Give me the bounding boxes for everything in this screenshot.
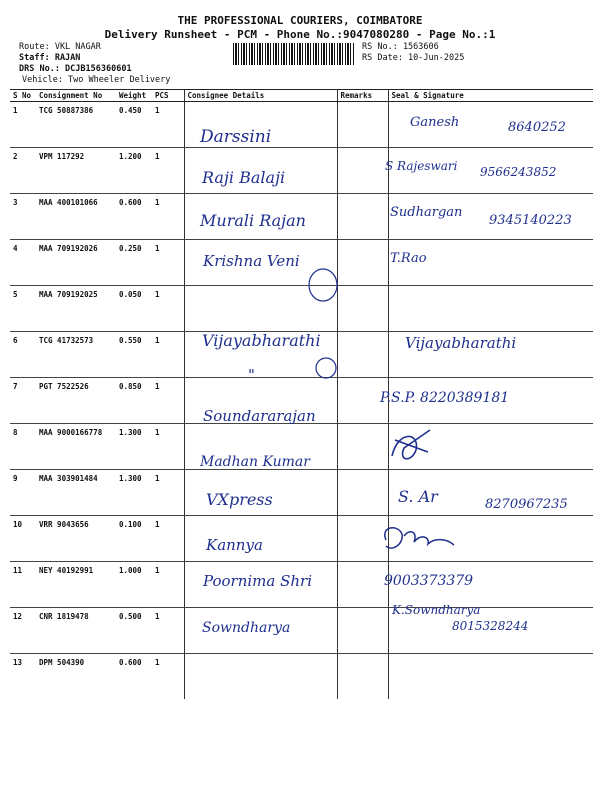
table-row xyxy=(10,608,593,654)
table-row xyxy=(10,194,593,240)
cell-sno: 10 xyxy=(10,516,36,562)
cell-weight: 0.100 xyxy=(116,516,152,562)
cell-consignee xyxy=(184,608,337,654)
cell-pcs: 1 xyxy=(152,378,184,424)
cell-remarks xyxy=(337,424,388,470)
signature: Ganesh xyxy=(410,115,460,130)
route-info: Route: VKL NAGAR xyxy=(19,42,101,52)
col-header-weight: Weight xyxy=(116,90,152,102)
cell-pcs: 1 xyxy=(152,194,184,240)
signature-phone: 8270967235 xyxy=(485,497,568,512)
cell-weight: 0.600 xyxy=(116,194,152,240)
drs-number: DRS No.: DCJB156360601 xyxy=(19,64,132,74)
cell-consignment: NEY 40192991 xyxy=(36,562,116,608)
handwritten-name: Darssini xyxy=(200,127,272,147)
handwritten-name: Madhan Kumar xyxy=(200,454,310,470)
table-row xyxy=(10,332,593,378)
cell-pcs: 1 xyxy=(152,562,184,608)
cell-remarks xyxy=(337,608,388,654)
cell-weight: 0.500 xyxy=(116,608,152,654)
cell-signature xyxy=(388,470,593,516)
signature: S. Ar xyxy=(398,487,438,506)
col-header-consignee: Consignee Details xyxy=(184,90,337,102)
cell-consignment: TCG 50887386 xyxy=(36,102,116,148)
vehicle-info: Vehicle: Two Wheeler Delivery xyxy=(22,75,171,85)
handwritten-name: Sowndharya xyxy=(202,620,291,636)
cell-weight: 0.850 xyxy=(116,378,152,424)
cell-consignee xyxy=(184,148,337,194)
cell-remarks xyxy=(337,562,388,608)
cell-consignee xyxy=(184,286,337,332)
table-row xyxy=(10,470,593,516)
rs-number: RS No.: 1563606 xyxy=(362,42,439,52)
col-header-remarks: Remarks xyxy=(337,90,388,102)
cell-signature xyxy=(388,516,593,562)
signature: K.Sowndharya xyxy=(392,603,481,617)
handwritten-name: Krishna Veni xyxy=(203,252,300,270)
signature-phone: 8015328244 xyxy=(452,619,529,633)
cell-sno: 7 xyxy=(10,378,36,424)
handwritten-name: Murali Rajan xyxy=(200,211,306,230)
signature: Vijayabharathi xyxy=(405,334,517,352)
signature-phone: 9345140223 xyxy=(489,213,572,228)
cell-sno: 3 xyxy=(10,194,36,240)
drs-barcode xyxy=(233,43,355,65)
cell-consignee xyxy=(184,378,337,424)
cell-remarks xyxy=(337,378,388,424)
cell-weight: 0.050 xyxy=(116,286,152,332)
cell-consignee xyxy=(184,424,337,470)
cell-remarks xyxy=(337,148,388,194)
cell-consignee xyxy=(184,470,337,516)
col-header-pcs: PCS xyxy=(152,90,184,102)
col-header-signature: Seal & Signature xyxy=(388,90,593,102)
cell-weight: 1.200 xyxy=(116,148,152,194)
cell-pcs: 1 xyxy=(152,470,184,516)
cell-pcs: 1 xyxy=(155,658,160,667)
cell-consignee xyxy=(184,562,337,608)
signature: Sudhargan xyxy=(390,205,463,220)
cell-consignment: MAA 400101066 xyxy=(36,194,116,240)
cell-signature xyxy=(388,194,593,240)
cell-weight: 0.550 xyxy=(116,332,152,378)
signature: P.S.P. 8220389181 xyxy=(380,390,510,406)
cell-remarks xyxy=(337,470,388,516)
cell-signature xyxy=(388,654,593,700)
handwritten-name: Kannya xyxy=(206,536,263,554)
cell-consignment: DPM 504390 xyxy=(39,658,85,667)
cell-pcs: 1 xyxy=(152,286,184,332)
cell-consignment: CNR 1819478 xyxy=(36,608,116,654)
cell-signature xyxy=(388,286,593,332)
signature-phone: 9566243852 xyxy=(480,165,557,179)
col-header-consignment: Consignment No xyxy=(36,90,116,102)
cell-signature xyxy=(388,102,593,148)
cell-remarks xyxy=(337,240,388,286)
cell-weight: 1.000 xyxy=(116,562,152,608)
cell-sno: 4 xyxy=(10,240,36,286)
table-row xyxy=(10,654,593,700)
cell-signature xyxy=(388,562,593,608)
table-row xyxy=(10,378,593,424)
table-row xyxy=(10,240,593,286)
signature-phone: 8640252 xyxy=(508,120,566,135)
cell-sno: 12 xyxy=(10,608,36,654)
table-row xyxy=(10,516,593,562)
cell-pcs: 1 xyxy=(152,148,184,194)
cell-consignee xyxy=(184,654,337,700)
cell-consignment: MAA 303901484 xyxy=(36,470,116,516)
signature-phone: 9003373379 xyxy=(384,573,474,589)
cell-weight: 1.300 xyxy=(116,470,152,516)
cell-consignee xyxy=(184,516,337,562)
company-title: THE PROFESSIONAL COURIERS, COIMBATORE xyxy=(177,14,423,27)
cell-sno: 1 xyxy=(10,102,36,148)
cell-remarks xyxy=(337,286,388,332)
cell-sno: 8 xyxy=(10,424,36,470)
cell-sno: 11 xyxy=(10,562,36,608)
cell-pcs: 1 xyxy=(152,516,184,562)
handwritten-name: VXpress xyxy=(206,490,273,509)
cell-consignee xyxy=(184,102,337,148)
handwritten-name: " xyxy=(248,366,255,384)
cell-consignment: MAA 709192026 xyxy=(36,240,116,286)
cell-weight: 1.300 xyxy=(116,424,152,470)
cell-signature xyxy=(388,240,593,286)
col-header-sno: S No xyxy=(10,90,36,102)
cell-weight: 0.450 xyxy=(116,102,152,148)
cell-weight: 0.600 xyxy=(119,658,142,667)
cell-pcs: 1 xyxy=(152,424,184,470)
cell-consignment: MAA 709192025 xyxy=(36,286,116,332)
cell-consignment: MAA 9000166778 xyxy=(36,424,116,470)
signature: T.Rao xyxy=(390,251,427,266)
cell-consignment: VRR 9043656 xyxy=(36,516,116,562)
handwritten-name: Poornima Shri xyxy=(203,572,313,590)
table-row xyxy=(10,102,593,148)
cell-weight: 0.250 xyxy=(116,240,152,286)
cell-sno: 13 xyxy=(13,658,23,667)
cell-pcs: 1 xyxy=(152,332,184,378)
cell-consignee xyxy=(184,332,337,378)
runsheet-subtitle: Delivery Runsheet - PCM - Phone No.:9047080280 - Page No.:1 xyxy=(104,28,496,41)
cell-signature xyxy=(388,608,593,654)
cell-remarks xyxy=(337,194,388,240)
table-row xyxy=(10,562,593,608)
cell-remarks xyxy=(337,102,388,148)
cell-consignment: VPM 117292 xyxy=(36,148,116,194)
handwritten-name: Soundararajan xyxy=(203,407,316,425)
table-row xyxy=(10,148,593,194)
cell-pcs: 1 xyxy=(152,102,184,148)
cell-sno: 6 xyxy=(10,332,36,378)
cell-signature xyxy=(388,332,593,378)
handwritten-name: Vijayabharathi xyxy=(202,331,321,350)
cell-consignment: TCG 41732573 xyxy=(36,332,116,378)
table-header-row xyxy=(10,90,593,102)
cell-remarks xyxy=(337,516,388,562)
signature: S Rajeswari xyxy=(385,159,458,173)
cell-consignee xyxy=(184,240,337,286)
cell-sno: 5 xyxy=(10,286,36,332)
table-row xyxy=(10,286,593,332)
cell-remarks xyxy=(337,654,388,700)
cell-pcs: 1 xyxy=(152,240,184,286)
cell-consignee xyxy=(184,194,337,240)
cell-signature xyxy=(388,424,593,470)
cell-consignment: PGT 7522526 xyxy=(36,378,116,424)
rs-date: RS Date: 10-Jun-2025 xyxy=(362,53,465,63)
cell-pcs: 1 xyxy=(152,608,184,654)
cell-remarks xyxy=(337,332,388,378)
staff-info: Staff: RAJAN xyxy=(19,53,81,63)
table-row xyxy=(10,424,593,470)
runsheet-table xyxy=(10,89,593,699)
cell-signature xyxy=(388,148,593,194)
cell-sno: 2 xyxy=(10,148,36,194)
cell-signature xyxy=(388,378,593,424)
cell-sno: 9 xyxy=(10,470,36,516)
handwritten-name: Raji Balaji xyxy=(202,168,286,187)
